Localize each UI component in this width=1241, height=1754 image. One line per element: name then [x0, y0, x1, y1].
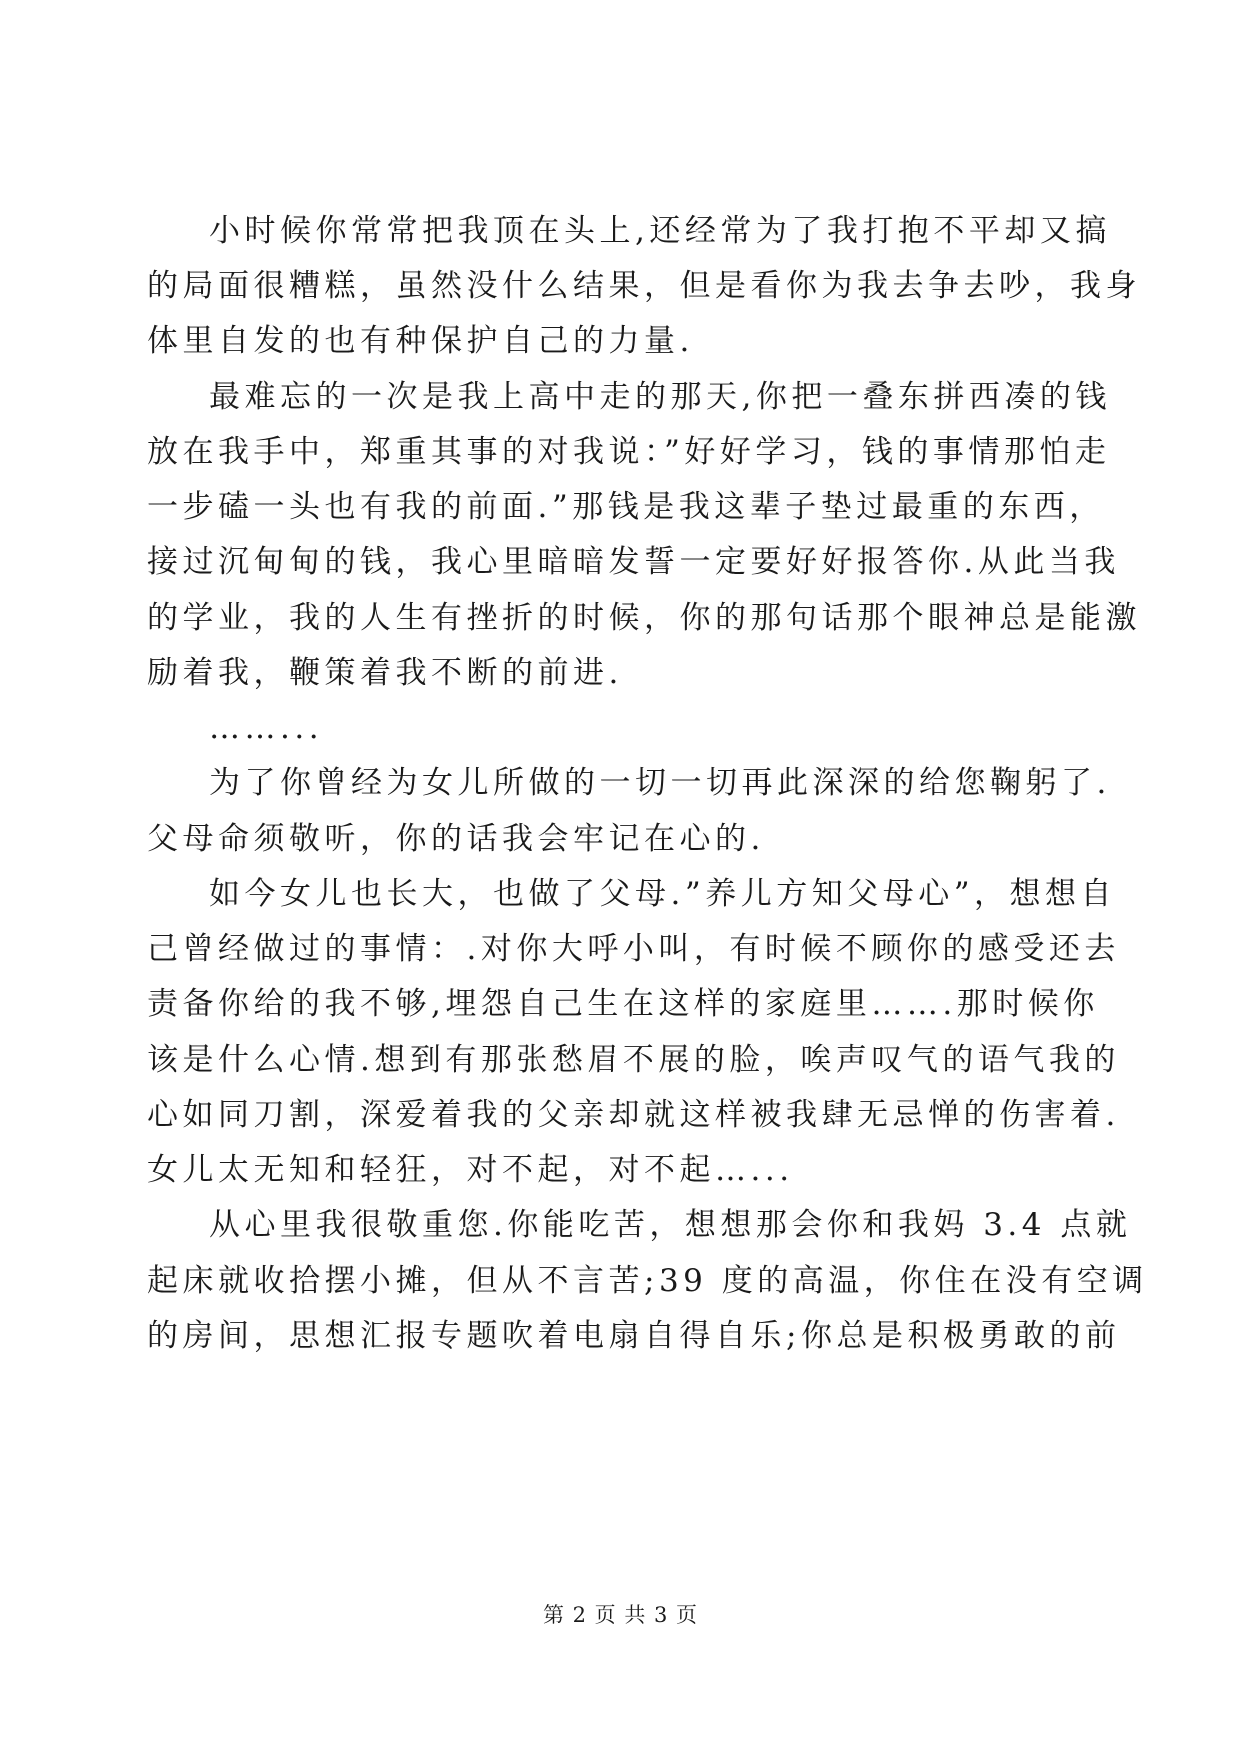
text-line: 心如同刀割，深爱着我的父亲却就这样被我肆无忌惮的伤害着. — [147, 1097, 1120, 1133]
page-number-footer: 第 2 页 共 3 页 — [542, 1603, 699, 1627]
text-line: 如今女儿也长大，也做了父母.”养儿方知父母心”，想想自 — [209, 876, 1117, 912]
text-line: 起床就收拾摆小摊，但从不言苦;39 度的高温，你住在没有空调 — [147, 1263, 1148, 1299]
text-line: 从心里我很敬重您.你能吃苦，想想那会你和我妈 3.4 点就 — [209, 1207, 1132, 1243]
text-line: 最难忘的一次是我上高中走的那天,你把一叠东拼西凑的钱 — [209, 379, 1111, 415]
text-line: 的局面很糟糕，虽然没什么结果，但是看你为我去争去吵，我身 — [147, 268, 1141, 304]
text-line: 励着我，鞭策着我不断的前进. — [147, 655, 623, 691]
text-line: 己曾经做过的事情：.对你大呼小叫，有时候不顾你的感受还去 — [147, 931, 1120, 967]
text-line: ……... — [209, 710, 324, 746]
text-line: 该是什么心情.想到有那张愁眉不展的脸，唉声叹气的语气我的 — [147, 1042, 1120, 1078]
text-line: 责备你给的我不够,埋怨自己生在这样的家庭里…….那时候你 — [147, 986, 1099, 1022]
text-line: 的房间，思想汇报专题吹着电扇自得自乐;你总是积极勇敢的前 — [147, 1318, 1121, 1354]
text-line: 的学业，我的人生有挫折的时候，你的那句话那个眼神总是能激 — [147, 600, 1141, 636]
text-line: 接过沉甸甸的钱，我心里暗暗发誓一定要好好报答你.从此当我 — [147, 544, 1120, 580]
text-line: 为了你曾经为女儿所做的一切一切再此深深的给您鞠躬了. — [209, 765, 1111, 801]
text-line: 女儿太无知和轻狂，对不起，对不起…... — [147, 1152, 794, 1188]
text-line: 放在我手中，郑重其事的对我说：”好好学习，钱的事情那怕走 — [147, 434, 1111, 470]
text-line: 小时候你常常把我顶在头上,还经常为了我打抱不平却又搞 — [209, 213, 1111, 249]
text-line: 体里自发的也有种保护自己的力量. — [147, 323, 694, 359]
text-line: 一步磕一头也有我的前面.”那钱是我这辈子垫过最重的东西， — [147, 489, 1105, 525]
text-line: 父母命须敬听，你的话我会牢记在心的. — [147, 821, 765, 857]
